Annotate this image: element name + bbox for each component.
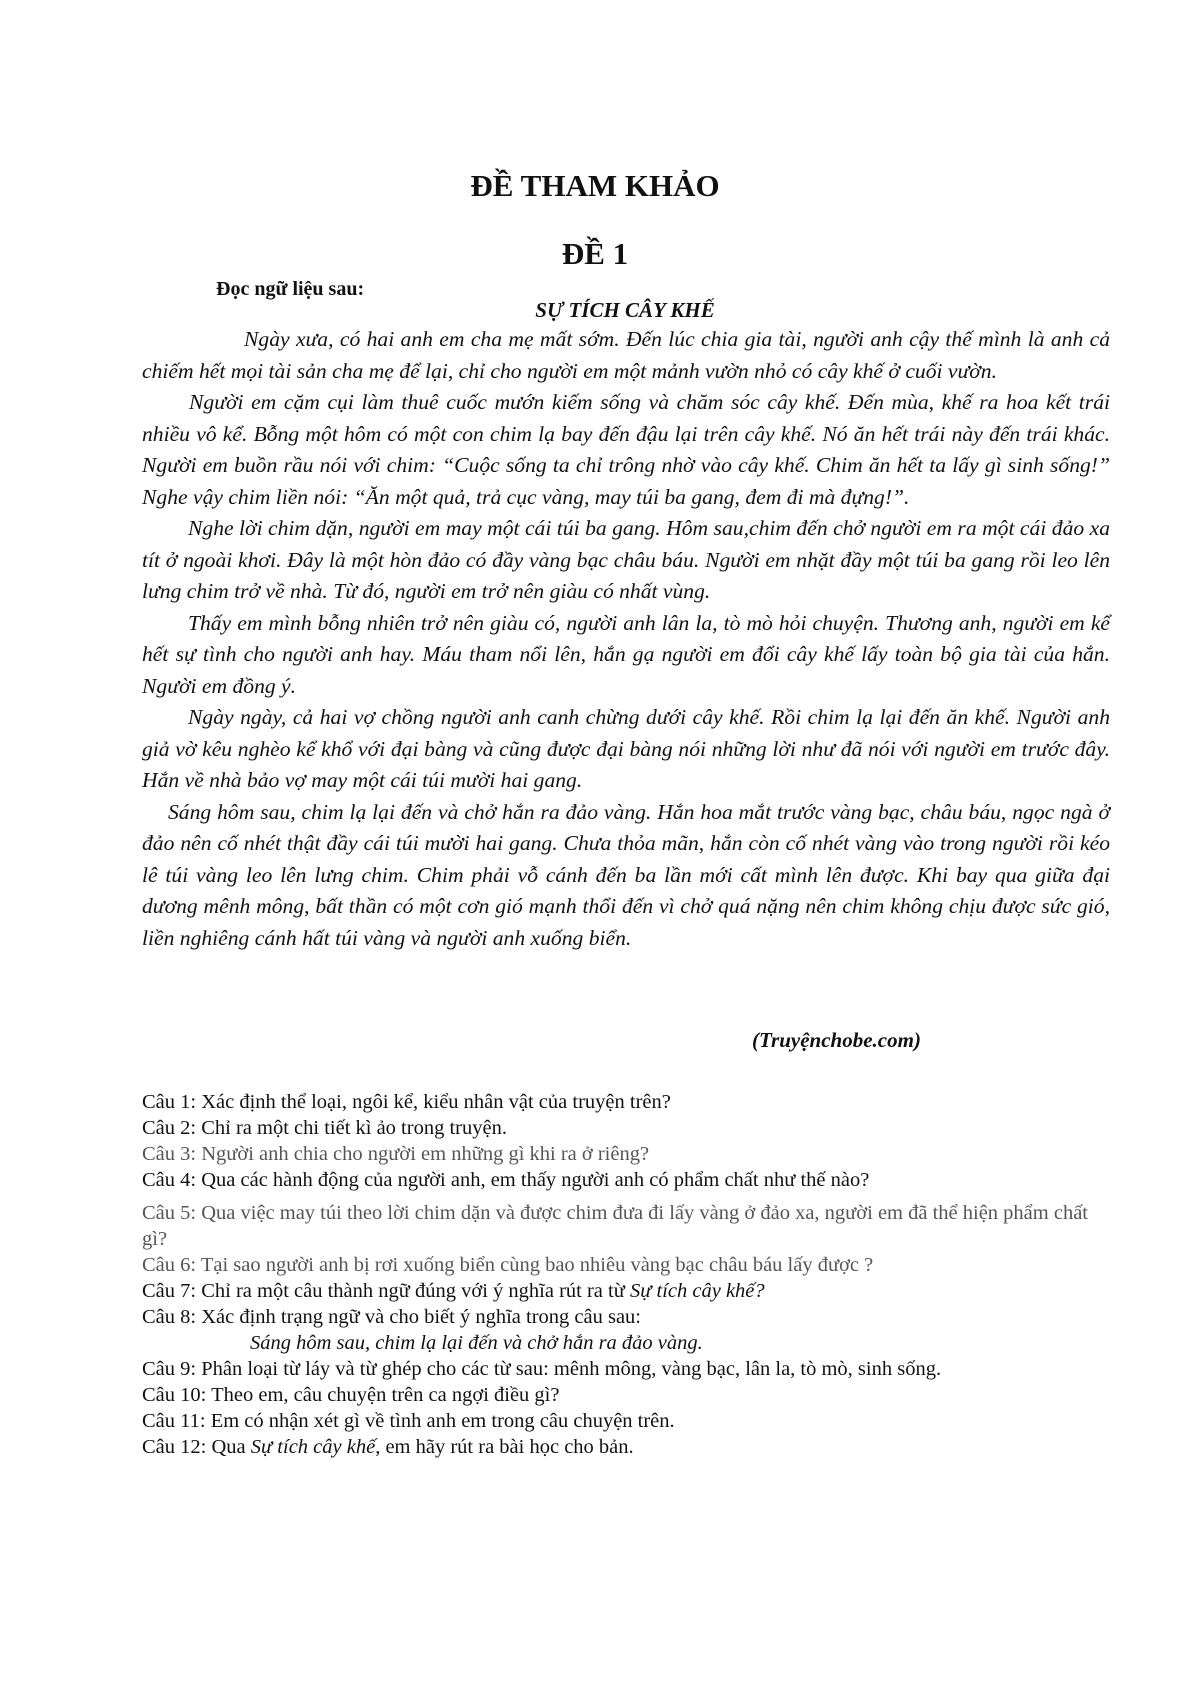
question-12-italic: Sự tích cây khế <box>250 1436 376 1458</box>
question-10: Câu 10: Theo em, câu chuyện trên ca ngợi điều gì? <box>142 1384 560 1406</box>
question-7 <box>142 1278 1110 1304</box>
page-heading: ĐỀ THAM KHẢO <box>470 168 720 203</box>
question-4: Câu 4: Qua các hành động của người anh, em thấy người anh có phẩm chất như thế nào? <box>142 1169 870 1191</box>
story-paragraph: Thấy em mình bỗng nhiên trở nên giàu có, người anh lân la, tò mò hỏi chuyện. Thương anh, người em kể hết sự tình cho người anh hay. Máu tham nổi lên, hắn gạ người em đổi cây khế lấy toàn bộ gia tài của hắn. Người em đồng ý. <box>142 610 1110 698</box>
story-paragraph: Sáng hôm sau, chim lạ lại đến và chở hắn ra đảo vàng. Hắn hoa mắt trước vàng bạc, châu báu, ngọc ngà ở đảo nên cố nhét thật đầy cái túi mười hai gang. Chưa thỏa mãn, hắn còn cố nhét vàng vào trong người rồi kéo lê túi vàng leo lên lưng chim. Chim phải vỗ cánh đến ba lần mới cất mình lên được. Khi bay qua giữa đại dương mênh mông, bất thần có một cơn gió mạnh thổi đến vì chở quá nặng nên chim không chịu được sức gió, liền nghiêng cánh hất túi vàng và người anh xuống biển. <box>142 799 1110 950</box>
story-paragraph: Ngày xưa, có hai anh em cha mẹ mất sớm. Đến lúc chia gia tài, người anh cậy thế mình là anh cả chiếm hết mọi tài sản cha mẹ để lại, chỉ cho người em một mảnh vườn nhỏ có cây khế ở cuối vườn. <box>142 327 1110 383</box>
story-source: (Truyệnchobe.com) <box>752 1028 921 1052</box>
story-text <box>142 324 1110 954</box>
question-1: Câu 1: Xác định thể loại, ngôi kể, kiểu nhân vật của truyện trên? <box>142 1091 671 1113</box>
question-6: Câu 6: Tại sao người anh bị rơi xuống biển cùng bao nhiêu vàng bạc châu báu lấy được ? <box>142 1254 874 1276</box>
question-12-pre: Câu 12: Qua <box>142 1436 251 1458</box>
question-9: Câu 9: Phân loại từ láy và từ ghép cho các từ sau: mênh mông, vàng bạc, lân la, tò mò, sinh sống. <box>142 1358 942 1380</box>
question-11: Câu 11: Em có nhận xét gì về tình anh em trong câu chuyện trên. <box>142 1410 675 1432</box>
question-7-text: Câu 7: Chỉ ra một câu thành ngữ đúng với ý nghĩa rút ra từ <box>142 1280 630 1302</box>
story-title: SỰ TÍCH CÂY KHẾ <box>535 298 715 322</box>
exam-number: ĐỀ 1 <box>561 236 629 271</box>
question-list <box>142 1089 1110 1460</box>
question-12-post: , em hãy rút ra bài học cho bản. <box>375 1436 634 1458</box>
question-8-text: Câu 8: Xác định trạng ngữ và cho biết ý nghĩa trong câu sau: <box>142 1306 641 1328</box>
story-paragraph: Nghe lời chim dặn, người em may một cái túi ba gang. Hôm sau,chim đến chở người em ra một cái đảo xa tít ở ngoài khơi. Đây là một hòn đảo có đầy vàng bạc châu báu. Người em nhặt đầy một túi ba gang rồi leo lên lưng chim trở về nhà. Từ đó, người em trở nên giàu có nhất vùng. <box>142 516 1110 603</box>
question-7-italic: Sự tích cây khế? <box>629 1280 765 1302</box>
story-paragraph: Ngày ngày, cả hai vợ chồng người anh canh chừng dưới cây khế. Rồi chim lạ lại đến ăn khế. Người anh giả vờ kêu nghèo kể khổ với đại bàng và cũng được đại bàng nói những lời như đã nói với người em trước đây. Hắn về nhà bảo vợ may một cái túi mười hai gang. <box>142 705 1110 792</box>
reading-instruction: Đọc ngữ liệu sau: <box>216 278 365 300</box>
question-2: Câu 2: Chỉ ra một chi tiết kì ảo trong truyện. <box>142 1117 507 1139</box>
question-5: Câu 5: Qua việc may túi theo lời chim dặn và được chim đưa đi lấy vàng ở đảo xa, người em đã thể hiện phẩm chất gì? <box>142 1202 1088 1250</box>
question-8-example: Sáng hôm sau, chim lạ lại đến và chở hắn ra đảo vàng. <box>250 1332 703 1354</box>
question-8 <box>142 1304 1110 1356</box>
story-paragraph: Người em cặm cụi làm thuê cuốc mướn kiếm sống và chăm sóc cây khế. Đến mùa, khế ra hoa kết trái nhiều vô kể. Bỗng một hôm có một con chim lạ bay đến đậu lại trên cây khế. Nó ăn hết trái này đến trái khác. Người em buồn rầu nói với chim: “Cuộc sống ta chỉ trông nhờ vào cây khế. Chim ăn hết ta lấy gì sinh sống!” Nghe vậy chim liền nói: “Ăn một quả, trả cục vàng, may túi ba gang, đem đi mà đựng!”. <box>142 390 1110 509</box>
question-12 <box>142 1434 1110 1460</box>
question-3: Câu 3: Người anh chia cho người em những gì khi ra ở riêng? <box>142 1143 650 1165</box>
